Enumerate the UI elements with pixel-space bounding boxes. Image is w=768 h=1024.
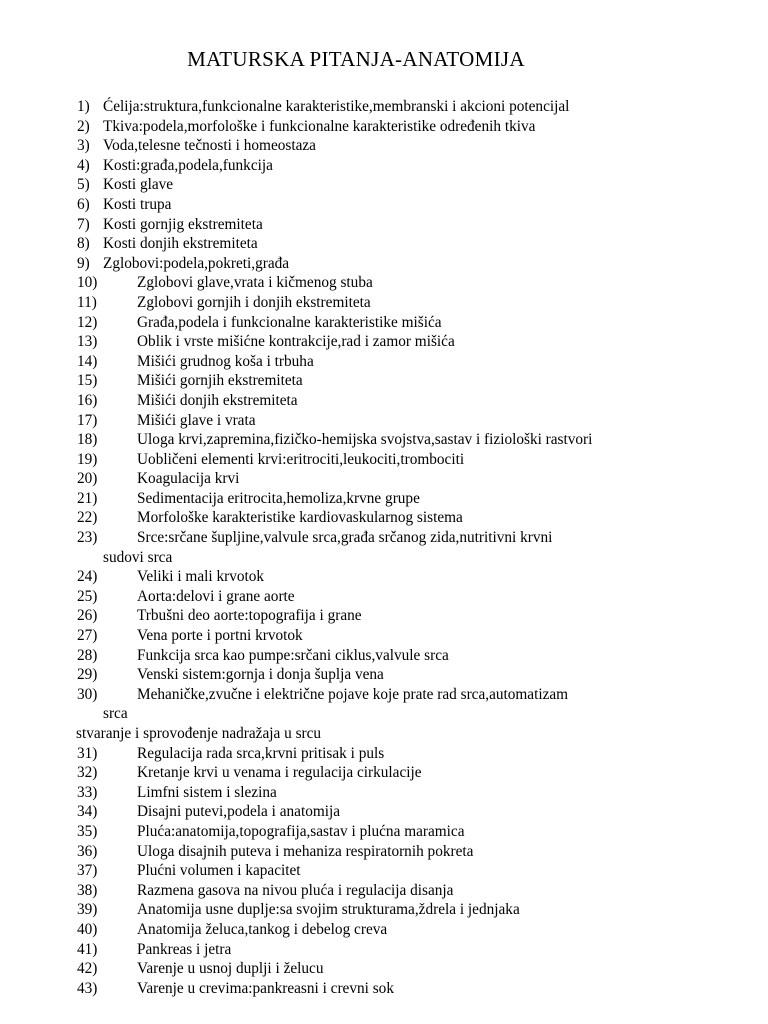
item-text: Funkcija srca kao pumpe:srčani ciklus,valvule srca bbox=[137, 646, 449, 664]
list-item bbox=[77, 685, 757, 744]
item-text: Veliki i mali krvotok bbox=[137, 568, 265, 586]
list-item bbox=[77, 606, 757, 626]
item-text: Srce:srčane šupljine,valvule srca,građa srčanog zida,nutritivni krvni bbox=[137, 529, 553, 547]
item-text: Varenje u usnoj duplji i želucu bbox=[137, 960, 324, 978]
item-number: 36) bbox=[77, 842, 98, 860]
item-text: Voda,telesne tečnosti i homeostaza bbox=[103, 137, 316, 155]
list-item bbox=[77, 195, 757, 215]
item-number: 33) bbox=[77, 783, 98, 801]
item-text: Koagulacija krvi bbox=[137, 470, 240, 488]
item-continuation: sudovi srca bbox=[103, 548, 173, 566]
item-number: 42) bbox=[77, 960, 98, 978]
list-item bbox=[77, 665, 757, 685]
item-text: Uloga disajnih puteva i mehaniza respiratornih pokreta bbox=[137, 842, 474, 860]
list-item bbox=[77, 587, 757, 607]
list-item bbox=[77, 900, 757, 920]
list-item bbox=[77, 626, 757, 646]
item-number: 10) bbox=[77, 274, 98, 292]
item-text: Uobličeni elementi krvi:eritrociti,leukociti,trombociti bbox=[137, 450, 465, 468]
item-number: 1) bbox=[77, 98, 90, 115]
item-text: Kosti:građa,podela,funkcija bbox=[103, 156, 273, 174]
page-title: MATURSKA PITANJA-ANATOMIJA bbox=[187, 47, 525, 71]
list-item bbox=[77, 881, 757, 901]
list-item bbox=[77, 97, 757, 117]
list-item bbox=[77, 744, 757, 764]
item-continuation: stvaranje i sprovođenje nadražaja u srcu bbox=[76, 725, 322, 742]
item-number: 16) bbox=[77, 391, 98, 409]
item-text: Pankreas i jetra bbox=[137, 940, 232, 958]
item-number: 27) bbox=[77, 627, 98, 645]
item-text: Tkiva:podela,morfološke i funkcionalne karakteristike određenih tkiva bbox=[103, 117, 536, 135]
list-item bbox=[77, 979, 757, 999]
item-number: 35) bbox=[77, 822, 98, 840]
item-text: Mišići gornjih ekstremiteta bbox=[137, 372, 303, 390]
item-number: 18) bbox=[77, 431, 98, 449]
list-item bbox=[77, 469, 757, 489]
list-item bbox=[77, 763, 757, 783]
item-text: Vena porte i portni krvotok bbox=[137, 627, 303, 645]
item-text: Građa,podela i funkcionalne karakteristike mišića bbox=[137, 313, 442, 331]
question-list bbox=[77, 97, 757, 998]
item-text: Uloga krvi,zapremina,fizičko-hemijska svojstva,sastav i fiziološki rastvori bbox=[137, 431, 593, 449]
item-number: 14) bbox=[77, 352, 98, 370]
item-number: 34) bbox=[77, 803, 98, 821]
item-number: 20) bbox=[77, 470, 98, 488]
list-item bbox=[77, 783, 757, 803]
item-number: 26) bbox=[77, 607, 98, 625]
item-text: Venski sistem:gornja i donja šuplja vena bbox=[137, 666, 384, 684]
list-item bbox=[77, 822, 757, 842]
list-item bbox=[77, 489, 757, 509]
item-text: Kosti donjih ekstremiteta bbox=[103, 235, 258, 253]
item-number: 37) bbox=[77, 862, 98, 880]
item-text: Mišići donjih ekstremiteta bbox=[137, 391, 298, 409]
item-number: 4) bbox=[77, 156, 90, 174]
item-number: 38) bbox=[77, 881, 98, 899]
item-text: Disajni putevi,podela i anatomija bbox=[137, 803, 341, 821]
list-item bbox=[77, 293, 757, 313]
list-item bbox=[77, 215, 757, 235]
item-number: 29) bbox=[77, 666, 98, 684]
list-item bbox=[77, 254, 757, 274]
item-text: Kretanje krvi u venama i regulacija cirkulacije bbox=[137, 764, 422, 782]
list-item bbox=[77, 391, 757, 411]
item-number: 11) bbox=[77, 293, 97, 311]
list-item bbox=[77, 117, 757, 137]
list-item bbox=[77, 959, 757, 979]
item-number: 19) bbox=[77, 450, 98, 468]
item-number: 30) bbox=[77, 685, 98, 703]
list-item bbox=[77, 567, 757, 587]
list-item bbox=[77, 861, 757, 881]
list-item bbox=[77, 508, 757, 528]
item-text: Kosti glave bbox=[103, 176, 174, 194]
list-item bbox=[77, 175, 757, 195]
item-text: Mišići grudnog koša i trbuha bbox=[137, 352, 314, 370]
item-number: 17) bbox=[77, 411, 98, 429]
item-number: 43) bbox=[77, 979, 98, 997]
item-text: Aorta:delovi i grane aorte bbox=[137, 587, 295, 605]
item-text: Zglobovi:podela,pokreti,građa bbox=[103, 254, 290, 272]
item-text: Oblik i vrste mišićne kontrakcije,rad i zamor mišića bbox=[137, 333, 455, 351]
item-text: Trbušni deo aorte:topografija i grane bbox=[137, 607, 362, 625]
item-number: 12) bbox=[77, 313, 98, 331]
item-text: Pluća:anatomija,topografija,sastav i plućna maramica bbox=[137, 822, 465, 840]
item-number: 13) bbox=[77, 333, 98, 351]
item-text: Limfni sistem i slezina bbox=[137, 783, 277, 801]
list-item bbox=[77, 411, 757, 431]
list-item bbox=[77, 332, 757, 352]
list-item bbox=[77, 940, 757, 960]
list-item bbox=[77, 802, 757, 822]
item-number: 21) bbox=[77, 489, 98, 507]
item-number: 8) bbox=[77, 235, 90, 253]
item-text: Anatomija usne duplje:sa svojim strukturama,ždrela i jednjaka bbox=[137, 901, 520, 919]
list-item bbox=[77, 273, 757, 293]
item-number: 24) bbox=[77, 568, 98, 586]
item-continuation: srca bbox=[103, 705, 128, 723]
list-item bbox=[77, 156, 757, 176]
item-text: Anatomija želuca,tankog i debelog creva bbox=[137, 920, 388, 938]
item-text: Sedimentacija eritrocita,hemoliza,krvne grupe bbox=[137, 489, 420, 507]
item-text: Morfološke karakteristike kardiovaskularnog sistema bbox=[137, 509, 463, 527]
list-item bbox=[77, 528, 757, 567]
list-item bbox=[77, 313, 757, 333]
item-number: 31) bbox=[77, 744, 98, 762]
item-text: Mehaničke,zvučne i električne pojave koje prate rad srca,automatizam bbox=[137, 685, 569, 703]
item-number: 2) bbox=[77, 117, 90, 135]
list-item bbox=[77, 136, 757, 156]
item-number: 7) bbox=[77, 215, 90, 233]
item-text: Razmena gasova na nivou pluća i regulacija disanja bbox=[137, 881, 454, 899]
list-item bbox=[77, 430, 757, 450]
list-item bbox=[77, 920, 757, 940]
item-number: 28) bbox=[77, 646, 98, 664]
item-text: Ćelija:struktura,funkcionalne karakteristike,membranski i akcioni potencijal bbox=[103, 98, 570, 115]
item-number: 9) bbox=[77, 254, 90, 272]
item-number: 41) bbox=[77, 940, 98, 958]
item-number: 23) bbox=[77, 529, 98, 547]
item-text: Mišići glave i vrata bbox=[137, 411, 256, 429]
item-number: 3) bbox=[77, 137, 90, 155]
list-item bbox=[77, 450, 757, 470]
list-item bbox=[77, 842, 757, 862]
list-item bbox=[77, 352, 757, 372]
item-text: Zglobovi glave,vrata i kičmenog stuba bbox=[137, 274, 373, 292]
list-item bbox=[77, 646, 757, 666]
item-number: 39) bbox=[77, 901, 98, 919]
item-text: Plućni volumen i kapacitet bbox=[137, 862, 301, 880]
item-text: Regulacija rada srca,krvni pritisak i puls bbox=[137, 744, 385, 762]
item-text: Zglobovi gornjih i donjih ekstremiteta bbox=[137, 293, 371, 311]
item-number: 15) bbox=[77, 372, 98, 390]
item-number: 25) bbox=[77, 587, 98, 605]
list-item bbox=[77, 234, 757, 254]
item-number: 22) bbox=[77, 509, 98, 527]
list-item bbox=[77, 371, 757, 391]
item-number: 5) bbox=[77, 176, 90, 194]
item-number: 6) bbox=[77, 195, 90, 213]
item-text: Kosti trupa bbox=[103, 195, 172, 213]
item-number: 40) bbox=[77, 920, 98, 938]
item-text: Kosti gornjig ekstremiteta bbox=[103, 215, 263, 233]
item-text: Varenje u crevima:pankreasni i crevni sok bbox=[137, 979, 394, 997]
item-number: 32) bbox=[77, 764, 98, 782]
